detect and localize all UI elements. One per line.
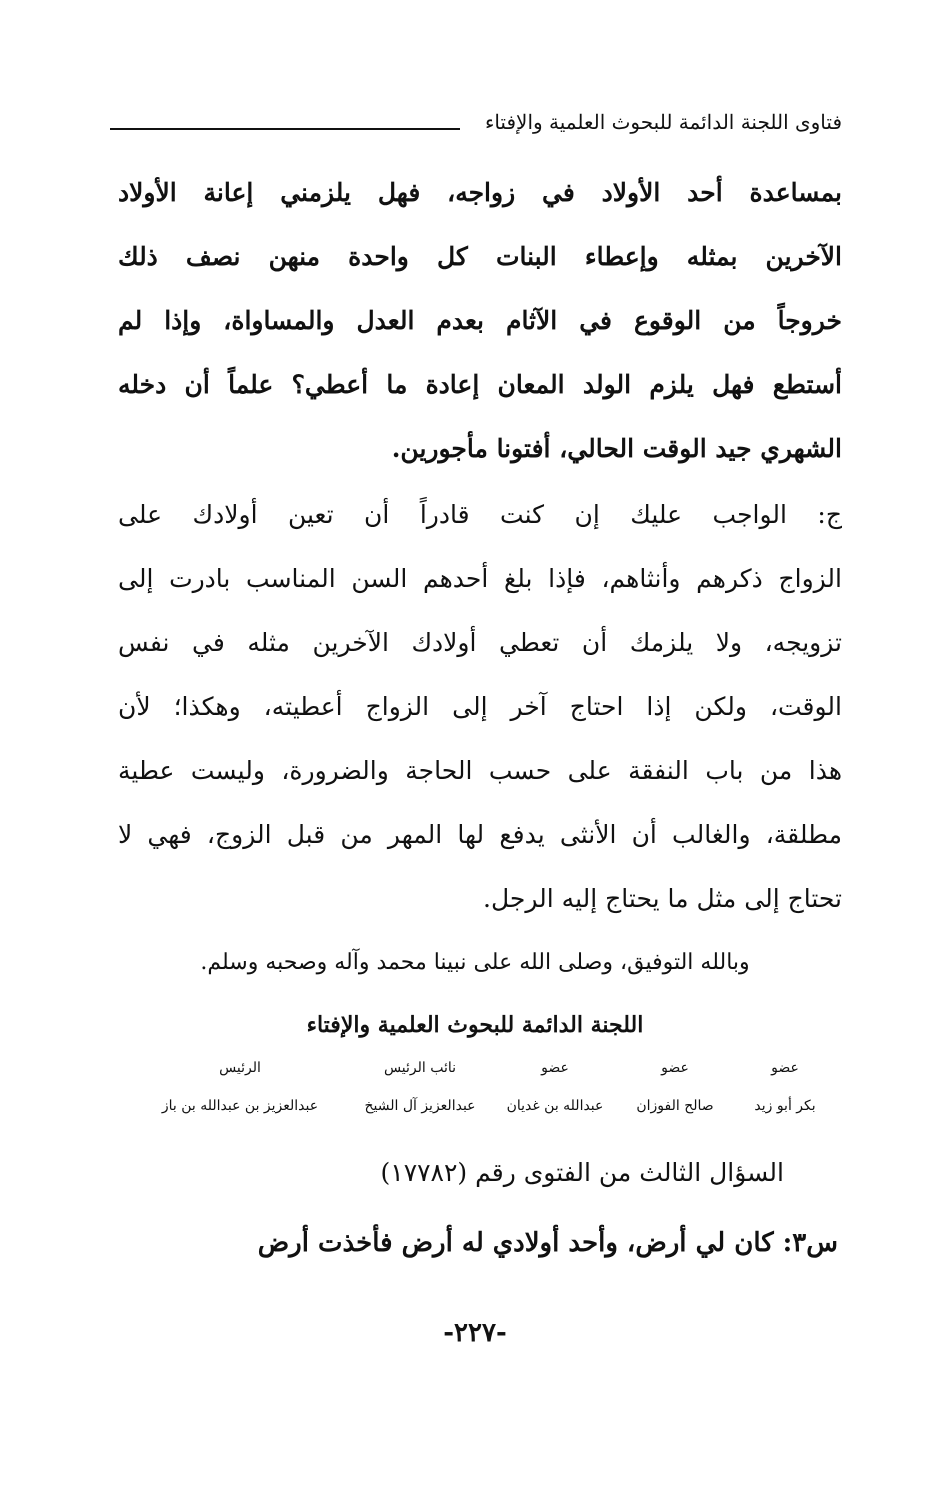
signature-name: عبدالعزيز آل الشيخ (364, 1098, 476, 1114)
signature-president (140, 1060, 340, 1114)
signature-role: الرئيس (219, 1060, 261, 1076)
answer-line: مطلقة، والغالب أن الأنثى يدفع لها المهر من قبل الزوج، فهي لا (118, 820, 842, 849)
answer-line: ج: الواجب عليك إن كنت قادراً أن تعين أولادك على (118, 500, 842, 529)
signature-name: عبدالله بن غديان (506, 1098, 604, 1114)
signature-vice-president (345, 1060, 495, 1114)
question-line: بمساعدة أحد الأولاد في زواجه، فهل يلزمني إعانة الأولاد (118, 178, 842, 207)
signature-role: نائب الرئيس (383, 1060, 457, 1076)
question-line: خروجاً من الوقوع في الآثام بعدم العدل والمساواة، وإذا لم (118, 306, 842, 335)
signature-name: صالح الفوزان (636, 1098, 714, 1114)
fatwa-number-heading: السؤال الثالث من الفتوى رقم (١٧٧٨٢) (380, 1158, 784, 1187)
question-line: الشهري جيد الوقت الحالي، أفتونا مأجورين. (391, 434, 842, 463)
closing-prayer: وبالله التوفيق، وصلى الله على نبينا محمد وآله وصحبه وسلم. (200, 950, 750, 975)
committee-name: اللجنة الدائمة للبحوث العلمية والإفتاء (306, 1012, 644, 1038)
answer-line: الوقت، ولكن إذا احتاج آخر إلى الزواج أعطيته، وهكذا؛ لأن (118, 692, 842, 721)
question-line: الآخرين بمثله وإعطاء البنات كل واحدة منهن نصف ذلك (118, 242, 842, 271)
signature-name: بكر أبو زيد (754, 1098, 816, 1114)
signature-role: عضو (541, 1060, 569, 1076)
signature-role: عضو (661, 1060, 689, 1076)
question-3-start: س٣: كان لي أرض، وأحد أولادي له أرض فأخذت أرض (257, 1228, 838, 1258)
answer-line: الزواج ذكرهم وأنثاهم، فإذا بلغ أحدهم السن المناسب بادرت إلى (118, 564, 842, 593)
answer-line: تزويجه، ولا يلزمك أن تعطي أولادك الآخرين مثله في نفس (118, 628, 842, 657)
signature-role: عضو (771, 1060, 799, 1076)
header-rule (110, 128, 460, 130)
signature-name: عبدالعزيز بن عبدالله بن باز (161, 1098, 319, 1114)
header-title: فتاوى اللجنة الدائمة للبحوث العلمية والإفتاء (484, 110, 842, 134)
answer-line: هذا من باب النفقة على حسب الحاجة والضرورة، وليست عطية (118, 756, 842, 785)
page-number: -٢٢٧- (443, 1318, 507, 1348)
question-line: أستطع فهل يلزم الولد المعان إعادة ما أعطي؟ علماً أن دخله (118, 370, 842, 399)
signature-member-3 (480, 1060, 630, 1114)
running-header (110, 100, 842, 140)
answer-line: تحتاج إلى مثل ما يحتاج إليه الرجل. (483, 884, 842, 913)
